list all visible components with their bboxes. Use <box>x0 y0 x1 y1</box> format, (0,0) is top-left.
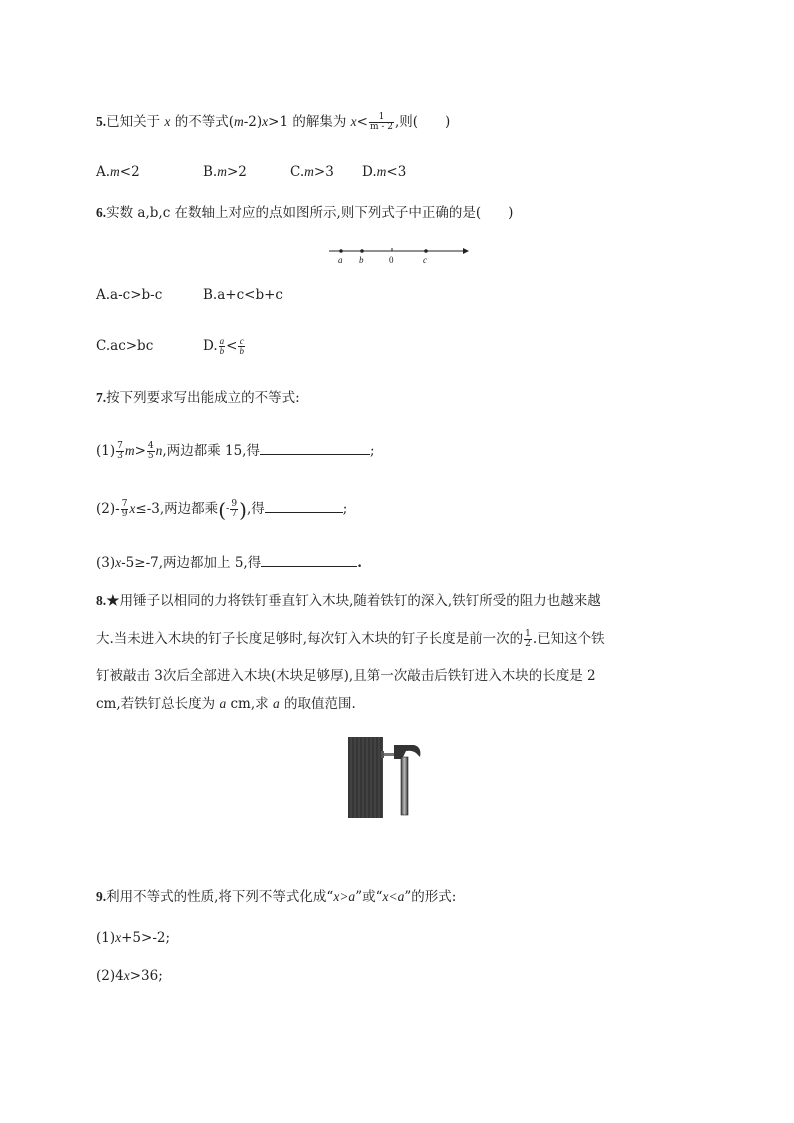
q6-option-a: A.a-c>b-c <box>96 287 163 303</box>
answer-blank-2[interactable] <box>265 498 343 513</box>
q9-part1: (1)x+5>-2; <box>96 930 171 946</box>
answer-blank-3[interactable] <box>261 552 357 567</box>
q5-option-a: A.m<2 <box>96 164 140 180</box>
q8-line3: 钉被敲击 3次后全部进入木块(木块足够厚),且第一次敲击后铁钉进入木块的长度是 2 <box>96 668 596 684</box>
hammer-handle <box>401 757 408 815</box>
q5-var: m <box>233 114 244 129</box>
q5-text: >1 的解集为 <box>268 114 351 130</box>
q6-text: 实数 a,b,c 在数轴上对应的点如图所示,则下列式子中正确的是( ) <box>106 205 514 221</box>
q5-text: < <box>356 114 368 130</box>
q6-option-b: B.a+c<b+c <box>203 287 283 303</box>
q5-option-b: B.m>2 <box>203 164 247 180</box>
q5-var: x <box>164 114 171 129</box>
q9-stem: 9.利用不等式的性质,将下列不等式化成“x>a”或“x<a”的形式: <box>96 889 457 905</box>
label-0: 0 <box>389 255 394 265</box>
q9-number: 9. <box>96 889 107 904</box>
q8-line4: cm,若铁钉总长度为 a cm,求 a 的取值范围. <box>96 696 356 712</box>
q7-part2: (2)- $\frac{7}{9}$ x≤-3,两边都乘(- $\frac{9}{7}$ ),得 ; <box>96 497 348 522</box>
hammer-nail-figure <box>346 735 424 820</box>
q5-number: 5. <box>96 114 107 129</box>
q5-fraction: $\frac{1}{m - 2}$ <box>369 112 393 132</box>
nail-head <box>381 751 384 758</box>
q6-option-d: D. $\frac{a}{b}$ < $\frac{c}{b}$ <box>203 336 244 356</box>
q5-option-d: D.m<3 <box>362 164 407 180</box>
q7-number: 7. <box>96 390 107 405</box>
q7-text: 按下列要求写出能成立的不等式: <box>106 390 300 406</box>
q7-part3: (3)x-5≥-7,两边都加上 5,得 . <box>96 552 362 573</box>
q6-number: 6. <box>96 205 107 220</box>
point-c <box>424 249 428 253</box>
q8-line2: 大.当未进入木块的钉子长度足够时,每次钉入木块的钉子长度是前一次的 $\frac{1}{2}$ .已知这个铁 <box>96 629 605 649</box>
q5-options <box>96 162 406 182</box>
q8-line1 <box>96 591 601 611</box>
q6-options-row2 <box>96 336 246 356</box>
q8-text: 用锤子以相同的力将铁钉垂直钉入木块,随着铁钉的深入,铁钉所受的阻力也越来越 <box>119 593 601 609</box>
q6-stem <box>96 203 513 223</box>
q7-part1: (1) $\frac{7}{3}$ m> $\frac{4}{5}$ n,两边都乘 15,得 ; <box>96 441 375 461</box>
q5-var: x <box>262 114 269 129</box>
q5-text: ,则( ) <box>394 114 451 130</box>
q5-stem <box>96 112 450 132</box>
q5-text: -2) <box>243 114 263 130</box>
wood-block <box>348 737 383 818</box>
axis-arrow <box>463 248 469 254</box>
q7-stem <box>96 388 300 408</box>
label-a: a <box>338 255 343 265</box>
label-b: b <box>359 255 364 265</box>
q6-option-c: C.ac>bc <box>96 338 154 354</box>
q5-var: x <box>350 114 357 129</box>
q6-options-row1 <box>96 285 283 305</box>
q8-number: 8. <box>96 593 107 608</box>
answer-blank-1[interactable] <box>260 440 370 455</box>
q5-text: 的不等式( <box>170 114 234 130</box>
star-icon: ★ <box>106 593 120 609</box>
q5-option-c: C.m>3 <box>290 164 334 180</box>
label-c: c <box>423 255 427 265</box>
point-a <box>339 249 343 253</box>
point-b <box>360 249 364 253</box>
number-line-figure <box>325 240 470 268</box>
q5-text: 已知关于 <box>106 114 165 130</box>
q9-part2: (2)4x>36; <box>96 968 163 984</box>
